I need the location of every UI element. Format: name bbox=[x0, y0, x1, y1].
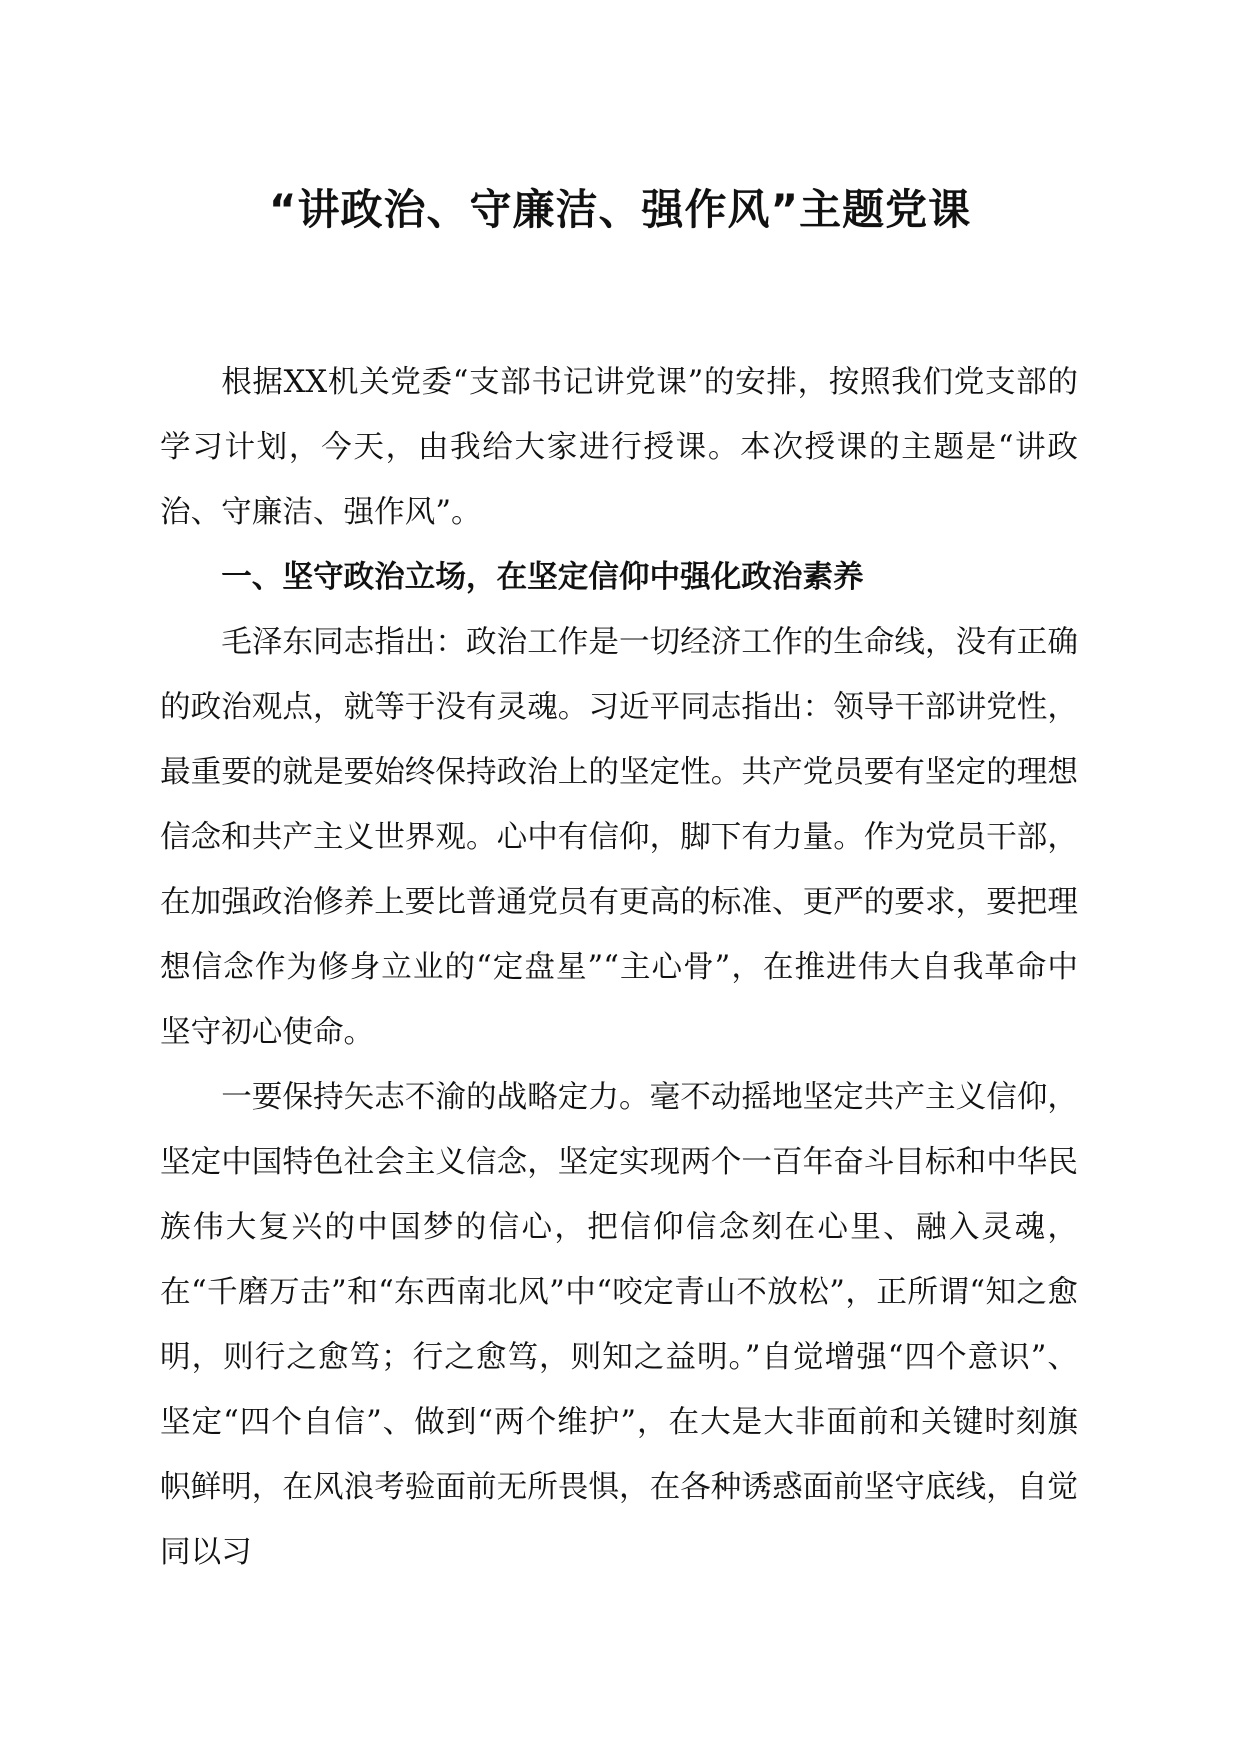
paragraph-lead-sentence: 一要保持矢志不渝的战略定力。 bbox=[221, 1080, 650, 1115]
paragraph-rest-text: 毫不动摇地坚定共产主义信仰，坚定中国特色社会主义信念，坚定实现两个一百年奋斗目标和中华民族伟大复兴的中国梦的信心，把信仰信念刻在心里、融入灵魂，在“千磨万击”和“东西南北风”中“咬定青山不放松”，正所谓“知之愈明，则行之愈笃；行之愈笃，则知之益明。”自觉增强“四个意识”、坚定“四个自信”、做到“两个维护”，在大是大非面前和关键时刻旗帜鲜明，在风浪考验面前无所畏惧，在各种诱惑面前坚守底线，自觉同以习 bbox=[160, 1080, 1079, 1570]
section-paragraph-1: 毛泽东同志指出：政治工作是一切经济工作的生命线，没有正确的政治观点，就等于没有灵魂。习近平同志指出：领导干部讲党性，最重要的就是要始终保持政治上的坚定性。共产党员要有坚定的理想信念和共产主义世界观。心中有信仰，脚下有力量。作为党员干部，在加强政治修养上要比普通党员有更高的标准、更严的要求，要把理想信念作为修身立业的“定盘星”“主心骨”，在推进伟大自我革命中坚守初心使命。 bbox=[160, 625, 1078, 1050]
intro-paragraph: 根据XX机关党委“支部书记讲党课”的安排，按照我们党支部的学习计划，今天，由我给大家进行授课。本次授课的主题是“讲政治、守廉洁、强作风”。 bbox=[160, 365, 1078, 530]
section-heading: 一、坚守政治立场，在坚定信仰中强化政治素养 bbox=[221, 560, 864, 595]
section-paragraph-2 bbox=[160, 1065, 1078, 1585]
document-title: “讲政治、守廉洁、强作风”主题党课 bbox=[268, 185, 972, 234]
document-body bbox=[160, 350, 1078, 1585]
